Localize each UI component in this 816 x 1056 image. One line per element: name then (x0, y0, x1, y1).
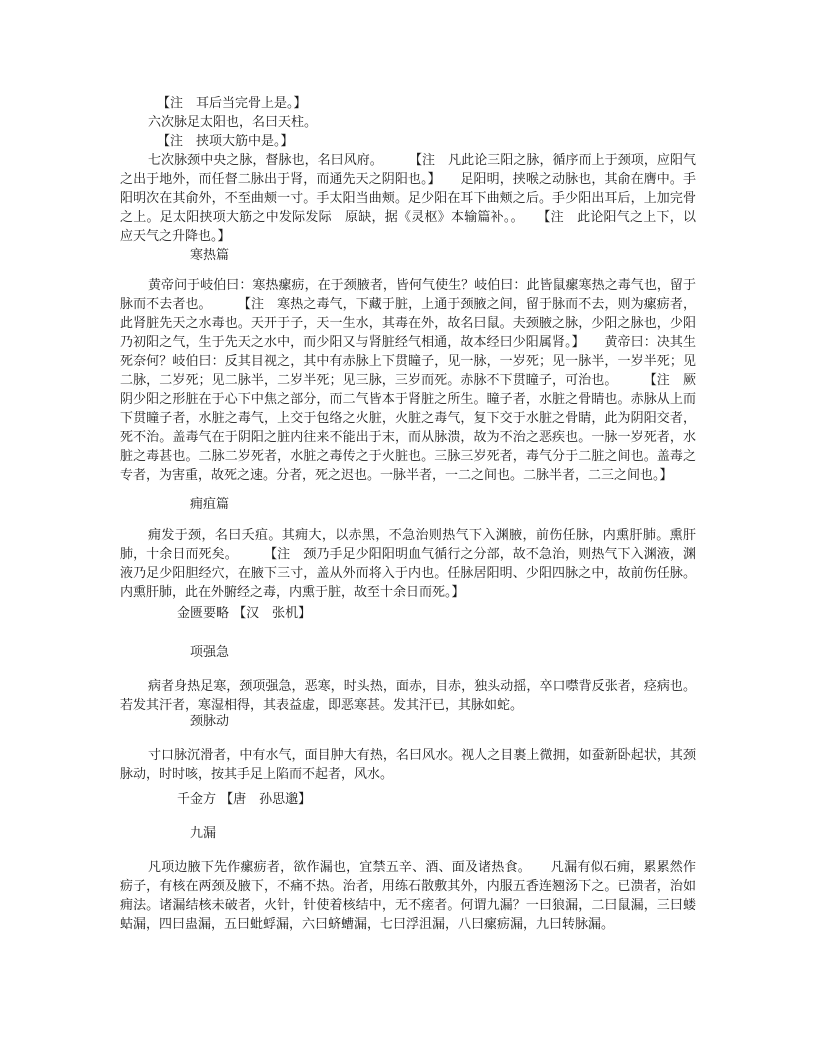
paragraph-hanre: 黄帝问于岐伯曰：寒热瘰疬，在于颈腋者，皆何气使生？岐伯曰：此皆鼠瘰寒热之毒气也，留于脉而不去者也。 【注 寒热之毒气，下藏于脏，上通于颈腋之间，留于脉而不去，则为瘰疬者，此肾脏先天之水毒也。天开于子，天一生水，其毒在外，故名曰鼠。夫颈腋之脉，少阳之脉也，少阳乃初阳之气，生于先天之水中，而少阳又与肾脏经气相通，故本经曰少阳属肾。】 黄帝曰：决其生死奈何？岐伯曰：反其目视之，其中有赤脉上下贯瞳子，见一脉，一岁死；见一脉半，一岁半死；见二脉，二岁死；见二脉半，二岁半死；见三脉，三岁而死。赤脉不下贯瞳子，可治也。 【注 厥阴少阳之形脏在于心下中焦之部分，而二气皆本于肾脏之所生。瞳子者，水脏之骨睛也。赤脉从上而下贯瞳子者，水脏之毒气，上交于包络之火脏，火脏之毒气，复下交于水脏之骨睛，此为阴阳交者，死不治。盖毒气在于阴阳之脏内往来不能出于末，而从脉溃，故为不治之恶疾也。一脉一岁死者，水脏之毒甚也。二脉二岁死者，水脏之毒传之于火脏也。三脉三岁死者，毒气分于二脏之间也。盖毒之专者，为害重，故死之速。分者，死之迟也。一脉半者，一二之间也。二脉半者，二三之间也。】 (120, 278, 696, 483)
section-heading-xiangqiangji: 项强急 (190, 645, 230, 660)
paragraph-jingmaidong: 寸口脉沉滑者，中有水气，面目肿大有热，名曰风水。视人之目裹上微拥，如蚕新卧起状，其颈脉动，时时咳，按其手足上陷而不起者，风水。 (120, 748, 696, 782)
book-heading-qianjin: 千金方 【唐 孙思邈】 (177, 792, 312, 807)
paragraph-xiangqiangji: 病者身热足寒，颈项强急，恶寒，时头热，面赤，目赤，独头动摇，卒口噤背反张者，痉病也。若发其汗者，寒湿相得，其表益虚，即恶寒甚。发其汗已，其脉如蛇。 (120, 679, 696, 713)
section-heading-jingmaidong: 颈脉动 (190, 714, 230, 729)
note-line-2: 【注 挟项大筋中是。】 (157, 134, 294, 149)
section-heading-yongju: 痈疽篇 (190, 497, 230, 512)
section-heading-jiulou: 九漏 (190, 826, 217, 841)
paragraph-yongju: 痈发于颈，名曰夭疽。其痈大，以赤黑，不急治则热气下入渊腋，前伤任脉，内熏肝肺。熏肝肺，十余日而死矣。 【注 颈乃手足少阳阳明血气循行之分部，故不急治，则热气下入渊液，渊液乃足少阳胆经穴，在腋下三寸，盖从外而将入于内也。任脉居阳明、少阳四脉之中，故前伤任脉。内熏肝肺，此在外腑经之毒，内熏于脏，故至十余日而死。】 (120, 528, 696, 600)
book-heading-jingui: 金匮要略 【汉 张机】 (177, 606, 312, 621)
text-line-tianzhu: 六次脉足太阳也，名曰天柱。 (148, 115, 318, 130)
note-line-1: 【注 耳后当完骨上是。】 (157, 96, 307, 111)
paragraph-yang-meridians: 七次脉颈中央之脉，督脉也，名曰风府。 【注 凡此论三阳之脉，循序而上于颈项，应阳气之出于地外，而任督二脉出于肾，而通先天之阴阳也。】 足阳明，挟喉之动脉也，其俞在膺中。手阳明次在其俞外，不至曲颊一寸。手太阳当曲颊。足少阳在耳下曲颊之后。手少阳出耳后，上加完骨之上。足太阳挟项大筋之中发际发际 原缺，据《灵枢》本输篇补。。 【注 此论阳气之上下，以应天气之升降也。】 (120, 153, 696, 244)
section-heading-hanre: 寒热篇 (190, 248, 230, 263)
paragraph-jiulou: 凡项边腋下先作瘰疬者，欲作漏也，宜禁五辛、酒、面及诸热食。 凡漏有似石痈，累累然作疬子，有核在两颈及腋下，不痛不热。治者，用练石散敷其外，内服五香连翘汤下之。已溃者，治如痈法。诸漏结核未破者，火针，针使着核结中，无不瘥者。何谓九漏？一曰狼漏，二曰鼠漏，三曰蝼蛄漏，四曰蛊漏，五曰蚍蜉漏，六曰蛴螬漏，七曰浮沮漏，八曰瘰疬漏，九曰转脉漏。 (120, 860, 696, 932)
